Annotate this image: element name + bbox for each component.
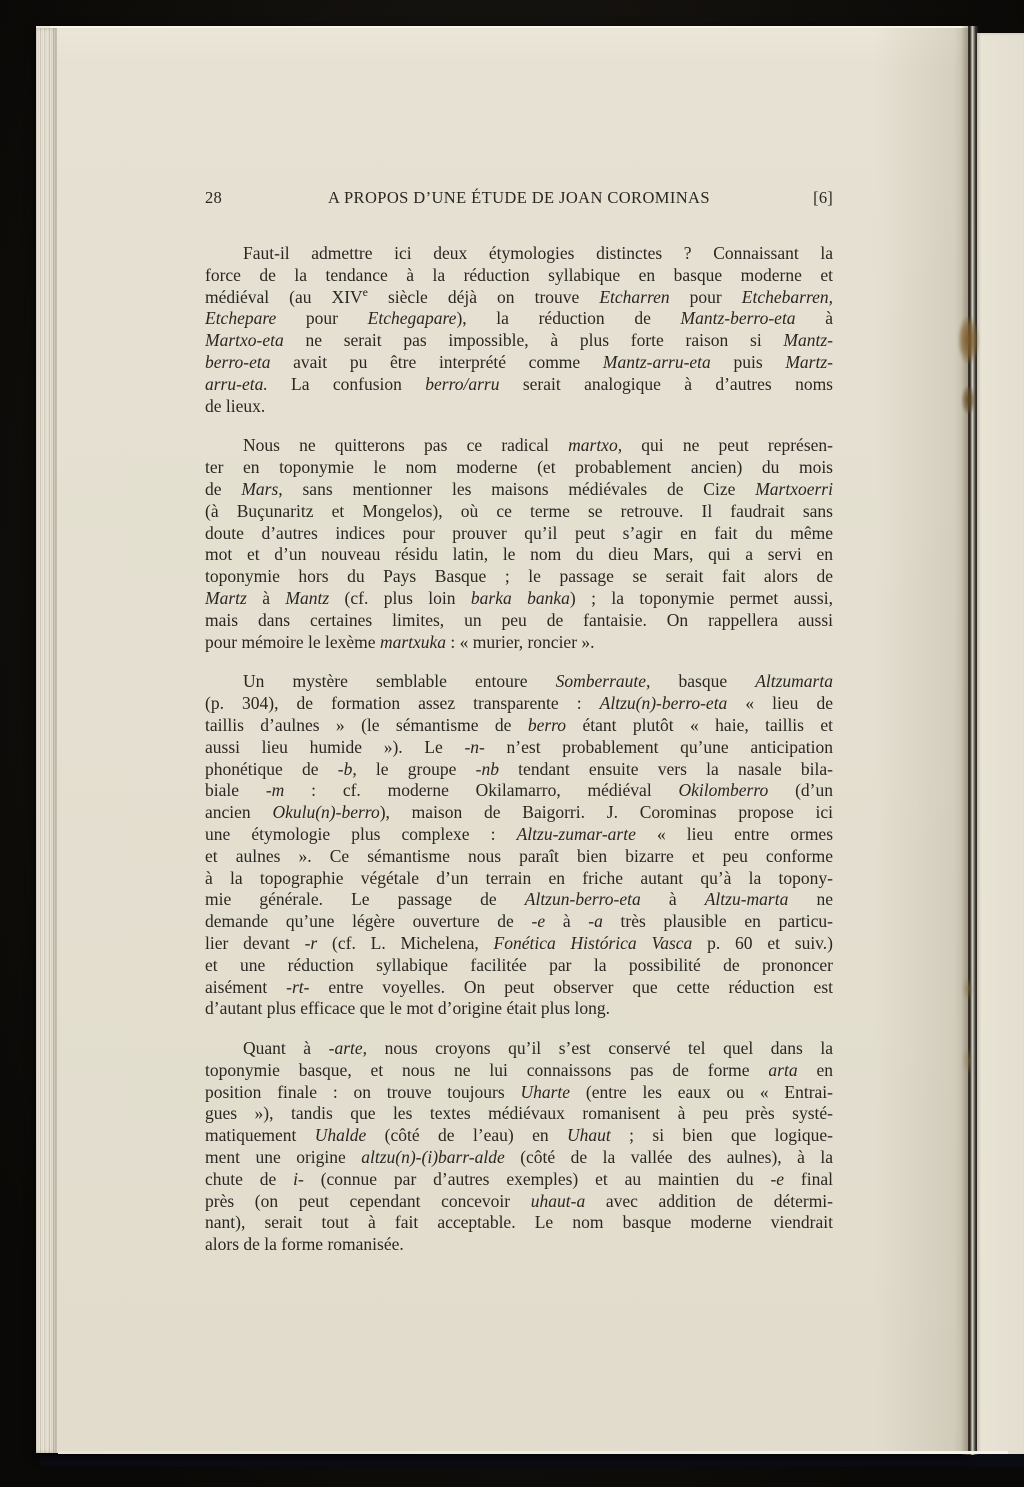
text-line: médiéval (au XIVe siècle déjà on trouve Etcharren pour Etchebarren,	[205, 286, 833, 307]
text-line: doute d’autres indices pour prouver qu’il peut s’agir en fait du même	[205, 522, 833, 543]
text-line: gues »), tandis que les textes médiévaux romanisent à peu près systé-	[205, 1103, 833, 1124]
text-line: mais dans certaines limites, un peu de fantaisie. On rappellera aussi	[205, 609, 833, 630]
text-line: Martxo-eta ne serait pas impossible, à plus forte raison si Mantz-	[205, 330, 833, 351]
page-gutter	[961, 26, 979, 1455]
text-line: ter en toponymie le nom moderne (et probablement ancien) du mois	[205, 457, 833, 478]
text-line: lier devant -r (cf. L. Michelena, Fonética Histórica Vasca p. 60 et suiv.)	[205, 932, 833, 953]
text-line: force de la tendance à la réduction syllabique en basque moderne et	[205, 264, 833, 285]
text-line: une étymologie plus complexe : Altzu-zumar-arte « lieu entre ormes	[205, 823, 833, 844]
book-page	[36, 26, 968, 1453]
foxing-stain	[958, 316, 979, 364]
text-line: Faut-il admettre ici deux étymologies distinctes ? Connaissant la	[243, 243, 833, 263]
text-line: demande qu’une légère ouverture de -e à -a très plausible en particu-	[205, 911, 833, 932]
text-line: mot et d’un nouveau résidu latin, le nom du dieu Mars, qui a servi en	[205, 544, 833, 565]
text-line: aussi lieu humide »). Le -n- n’est probablement qu’une anticipation	[205, 736, 833, 757]
text-line: toponymie hors du Pays Basque ; le passage se serait fait alors de	[205, 566, 833, 587]
foxing-stain	[963, 1048, 973, 1074]
text-line: chute de i- (connue par d’autres exemples) et au maintien du -e final	[205, 1168, 833, 1189]
foxing-stain	[962, 386, 975, 414]
text-line: et aulnes ». Ce sémantisme nous paraît bien bizarre et peu conforme	[205, 845, 833, 866]
text-line: Nous ne quitterons pas ce radical martxo, qui ne peut représen-	[243, 435, 833, 456]
text-line: Etchepare pour Etchegapare), la réduction de Mantz-berro-eta à	[205, 308, 833, 329]
facing-page-edge	[977, 33, 1024, 1457]
paragraph	[205, 243, 833, 417]
text-line: nant), serait tout à fait acceptable. Le nom basque moderne viendrait	[205, 1212, 833, 1233]
text-line: position finale : on trouve toujours Uharte (entre les eaux ou « Entrai-	[205, 1081, 833, 1102]
text-line: berro-eta avait pu être interprété comme Mantz-arru-eta puis Martz-	[205, 351, 833, 372]
text-line: pour mémoire le lexème martxuka : « murier, roncier ».	[205, 631, 595, 652]
text-line: à la topographie végétale d’un terrain en friche autant qu’à la topony-	[205, 867, 833, 888]
text-line: (p. 304), de formation assez transparente : Altzu(n)-berro-eta « lieu de	[205, 693, 833, 714]
text-line: ment une origine altzu(n)-(i)barr-alde (côté de la vallée des aulnes), à la	[205, 1147, 833, 1168]
text-line: aisément -rt- entre voyelles. On peut observer que cette réduction est	[205, 976, 833, 997]
folio-marker: [6]	[813, 188, 833, 207]
text-line: toponymie basque, et nous ne lui connaissons pas de forme arta en	[205, 1059, 833, 1080]
text-line: de lieux.	[205, 395, 266, 416]
text-line: arru-eta. La confusion berro/arru serait analogique à d’autres noms	[205, 373, 833, 394]
text-line: taillis d’aulnes » (le sémantisme de berro étant plutôt « haie, taillis et	[205, 714, 833, 735]
page-bottom-edge	[58, 1451, 1008, 1454]
text-line: biale -m : cf. moderne Okilamarro, médiéval Okilomberro (d’un	[205, 780, 833, 801]
text-line: de Mars, sans mentionner les maisons médiévales de Cize Martxoerri	[205, 478, 833, 499]
text-line: d’autant plus efficace que le mot d’origine était plus long.	[205, 998, 610, 1019]
text-line: et une réduction syllabique facilitée par la possibilité de prononcer	[205, 954, 833, 975]
text-line: (à Buçunaritz et Mongelos), où ce terme se retrouve. Il faudrait sans	[205, 500, 833, 521]
page-text	[205, 243, 833, 1274]
running-title: A PROPOS D’UNE ÉTUDE DE JOAN COROMINAS	[328, 188, 710, 207]
running-header	[205, 188, 833, 208]
foxing-stain	[963, 978, 973, 1000]
text-line: mie générale. Le passage de Altzun-berro-eta à Altzu-marta ne	[205, 889, 833, 910]
text-line: près (on peut cependant concevoir uhaut-a avec addition de détermi-	[205, 1190, 833, 1211]
paragraph	[205, 671, 833, 1020]
text-line: alors de la forme romanisée.	[205, 1234, 404, 1255]
page-number: 28	[205, 188, 222, 207]
paragraph	[205, 435, 833, 653]
text-line: Martz à Mantz (cf. plus loin barka banka) ; la toponymie permet aussi,	[205, 587, 833, 608]
text-line: Un mystère semblable entoure Somberraute, basque Altzumarta	[243, 671, 833, 692]
text-line: matiquement Uhalde (côté de l’eau) en Uhaut ; si bien que logique-	[205, 1125, 833, 1146]
page-edge-stack	[36, 28, 57, 1453]
text-line: ancien Okulu(n)-berro), maison de Baigorri. J. Corominas propose ici	[205, 802, 833, 823]
text-line: phonétique de -b, le groupe -nb tendant ensuite vers la nasale bila-	[205, 758, 833, 779]
text-line: Quant à -arte, nous croyons qu’il s’est conservé tel quel dans la	[243, 1038, 833, 1059]
page-bottom-shadow	[40, 1454, 1024, 1467]
paragraph	[205, 1038, 833, 1256]
